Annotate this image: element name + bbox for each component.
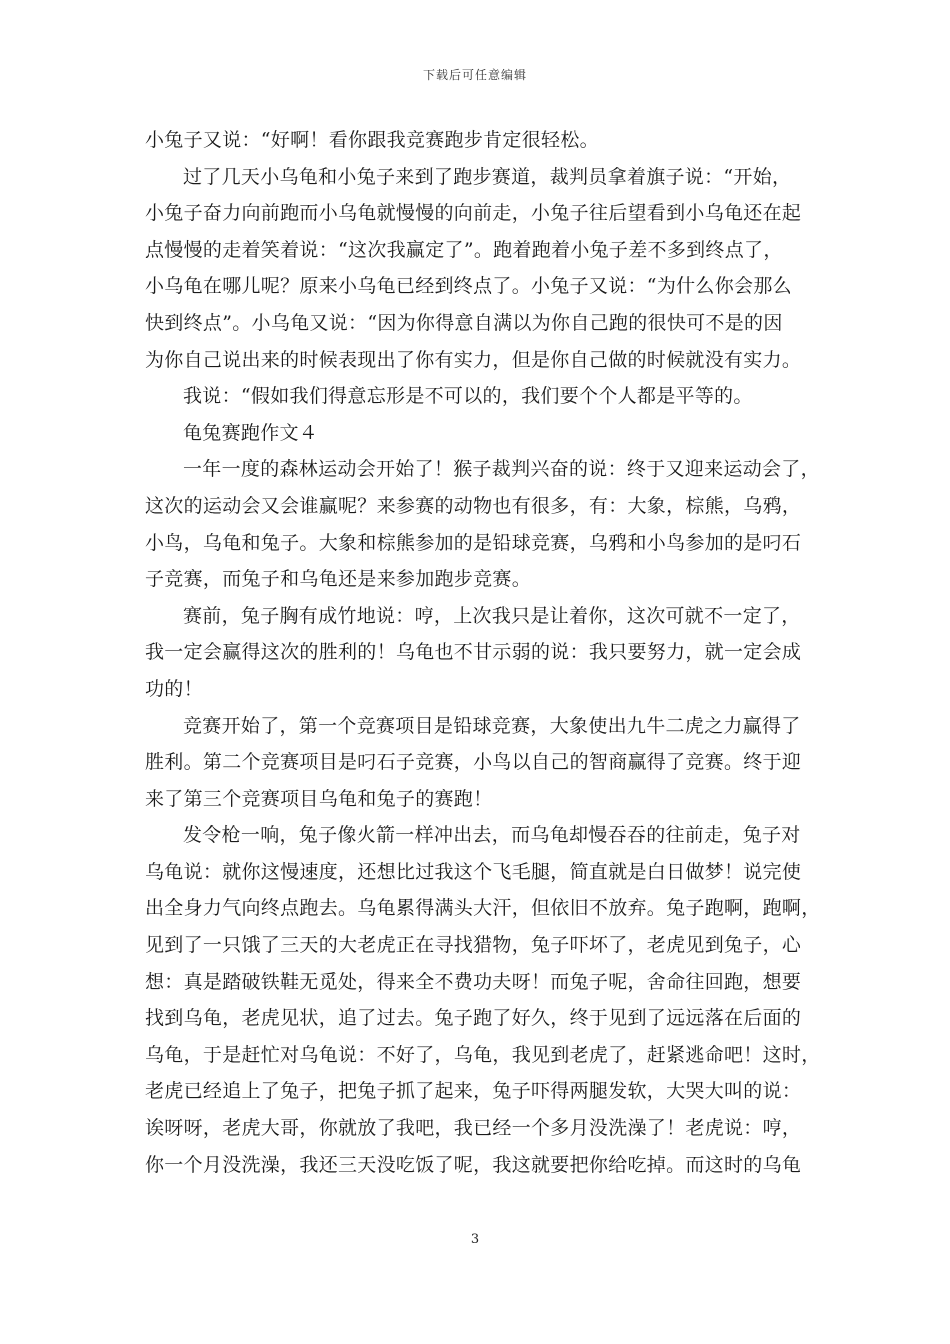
text-line: 小鸟，乌龟和兔子。大象和棕熊参加的是铅球竞赛，乌鸦和小鸟参加的是叼石 — [145, 531, 802, 554]
text-line: 乌龟说：就你这慢速度，还想比过我这个飞毛腿，简直就是白日做梦！说完使 — [145, 860, 802, 883]
text-line: 龟兔赛跑作文４ — [183, 421, 319, 444]
text-line: 胜利。第二个竞赛项目是叼石子竞赛，小鸟以自己的智商赢得了竞赛。终于迎 — [145, 751, 802, 774]
text-line: 老虎已经追上了兔子，把兔子抓了起来，兔子吓得两腿发软，大哭大叫的说： — [145, 1080, 802, 1103]
document-body — [145, 122, 821, 1183]
text-line: 我一定会赢得这次的胜利的！乌龟也不甘示弱的说：我只要努力，就一定会成 — [145, 641, 802, 664]
text-line: 来了第三个竞赛项目乌龟和兔子的赛跑！ — [145, 787, 493, 810]
text-line: 找到乌龟，老虎见状，追了过去。兔子跑了好久，终于见到了远远落在后面的 — [145, 1007, 802, 1030]
page-number: 3 — [470, 1232, 480, 1247]
text-line: 点慢慢的走着笑着说：“这次我赢定了”。跑着跑着小兔子差不多到终点了， — [145, 238, 783, 261]
text-line: 诶呀呀，老虎大哥，你就放了我吧，我已经一个多月没洗澡了！老虎说：哼， — [145, 1117, 802, 1140]
text-line: 小乌龟在哪儿呢？原来小乌龟已经到终点了。小兔子又说：“为什么你会那么 — [145, 275, 792, 298]
text-line: 一年一度的森林运动会开始了！猴子裁判兴奋的说：终于又迎来运动会了， — [183, 458, 820, 481]
text-line: 过了几天小乌龟和小兔子来到了跑步赛道，裁判员拿着旗子说：“开始， — [183, 165, 792, 188]
page-header: 下载后可任意编辑 — [422, 68, 527, 82]
text-line: 见到了一只饿了三天的大老虎正在寻找猎物，兔子吓坏了，老虎见到兔子，心 — [145, 934, 802, 957]
text-line: 你一个月没洗澡，我还三天没吃饭了呢，我这就要把你给吃掉。而这时的乌龟 — [145, 1153, 802, 1176]
text-line: 小兔子又说：“好啊！看你跟我竞赛跑步肯定很轻松。 — [145, 129, 599, 151]
text-line: 小兔子奋力向前跑而小乌龟就慢慢的向前走，小兔子往后望看到小乌龟还在起 — [145, 202, 802, 225]
text-line: 想：真是踏破铁鞋无觅处，得来全不费功夫呀！而兔子呢，舍命往回跑，想要 — [145, 970, 802, 993]
text-line: 乌龟，于是赶忙对乌龟说：不好了，乌龟，我见到老虎了，赶紧逃命吧！这时， — [145, 1043, 821, 1066]
text-line: 这次的运动会又会谁赢呢？来参赛的动物也有很多，有：大象，棕熊，乌鸦， — [145, 494, 802, 517]
text-line: 子竞赛，而兔子和乌龟还是来参加跑步竞赛。 — [145, 568, 532, 591]
text-line: 竞赛开始了，第一个竞赛项目是铅球竞赛，大象使出九牛二虎之力赢得了 — [183, 714, 801, 737]
text-line: 我说：“假如我们得意忘形是不可以的，我们要个个人都是平等的。 — [183, 385, 753, 408]
text-line: 为你自己说出来的时候表现出了你有实力，但是你自己做的时候就没有实力。 — [145, 348, 802, 371]
text-line: 赛前，兔子胸有成竹地说：哼，上次我只是让着你，这次可就不一定了， — [183, 604, 801, 627]
text-line: 功的！ — [145, 677, 203, 700]
text-line: 发令枪一响，兔子像火箭一样冲出去，而乌龟却慢吞吞的往前走，兔子对 — [183, 824, 801, 847]
text-line: 快到终点”。小乌龟又说：“因为你得意自满以为你自己跑的很快可不是的因 — [145, 311, 783, 334]
text-line: 出全身力气向终点跑去。乌龟累得满头大汗，但依旧不放弃。兔子跑啊，跑啊， — [145, 897, 821, 920]
